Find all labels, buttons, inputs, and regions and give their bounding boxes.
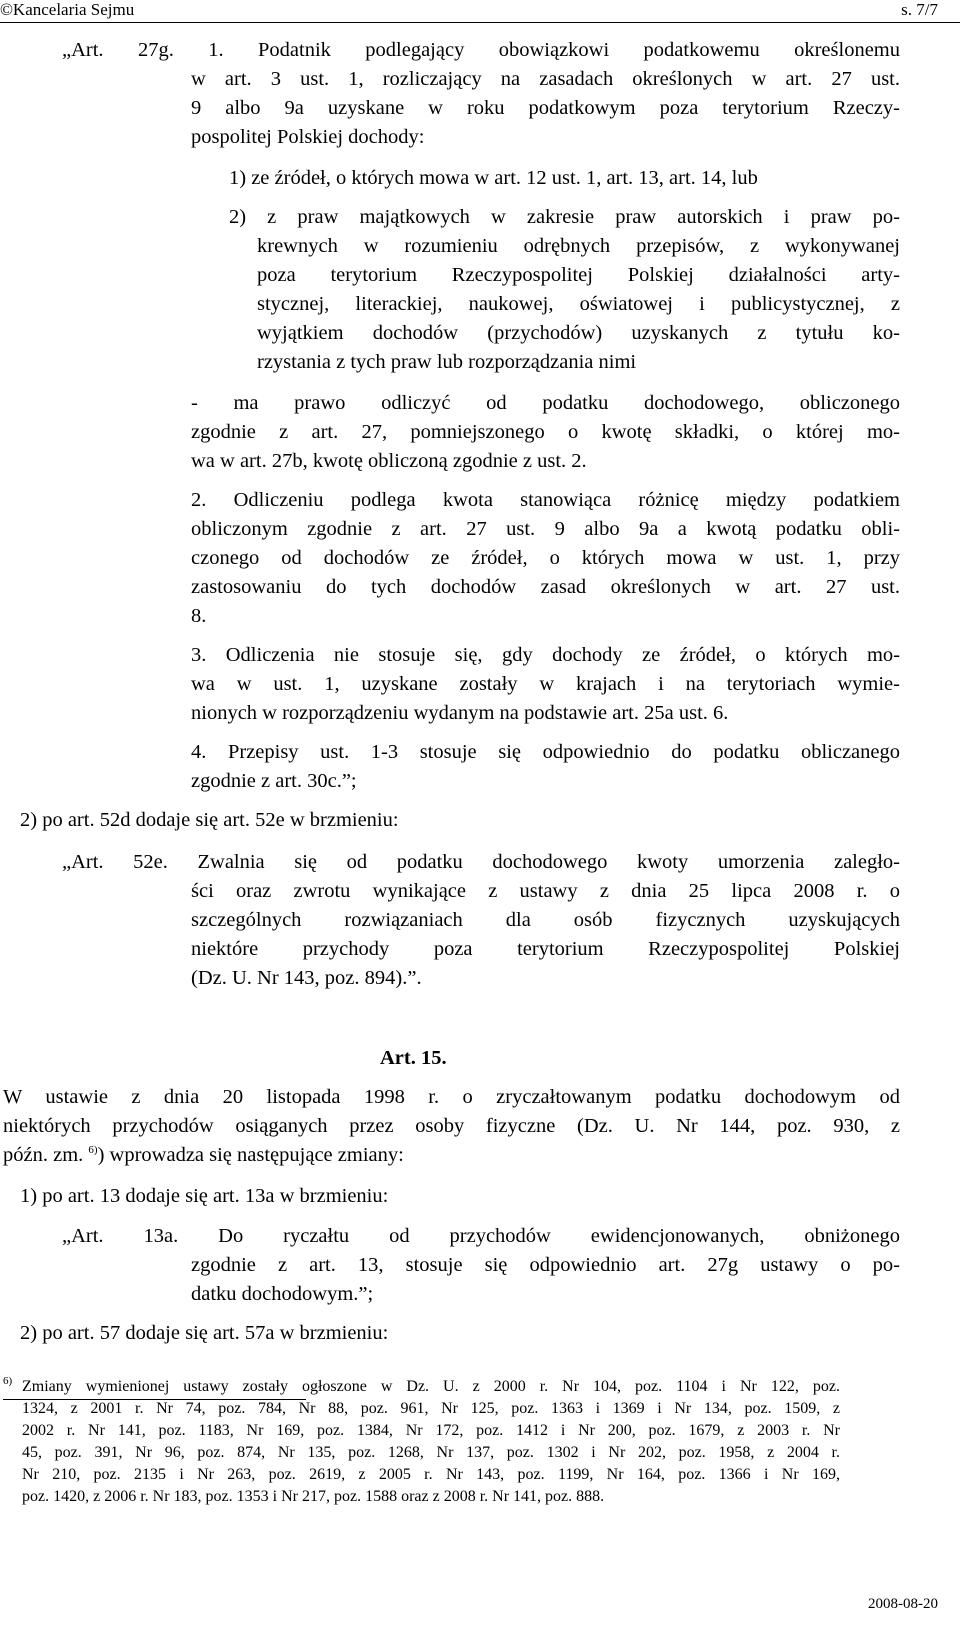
text-line: nionych w rozporządzeniu wydanym na podstawie art. 25a ust. 6. bbox=[191, 702, 729, 724]
text-line: (Dz. U. Nr 143, poz. 894).”. bbox=[191, 967, 422, 989]
publication-date: 2008-08-20 bbox=[868, 1596, 938, 1612]
footnote-line: poz. 1420, z 2006 r. Nr 183, poz. 1353 i Nr 217, poz. 1588 oraz z 2008 r. Nr 141, poz. 888. bbox=[22, 1488, 605, 1505]
footnote-line: 2002 r. Nr 141, poz. 1183, Nr 169, poz. 1384, Nr 172, poz. 1412 i Nr 200, poz. 1679, z 2003 r. Nr bbox=[22, 1422, 840, 1439]
text-fragment: ) wprowadza się następujące zmiany: bbox=[97, 1144, 404, 1166]
text-line bbox=[3, 1141, 404, 1171]
text-line: zgodnie z art. 13, stosuje się odpowiednio art. 27g ustawy o po- bbox=[191, 1254, 900, 1276]
text-line: krewnych w rozumieniu odrębnych przepisów, z wykonywanej bbox=[257, 235, 900, 257]
text-line: pospolitej Polskiej dochody: bbox=[191, 126, 425, 148]
text-line: poza terytorium Rzeczypospolitej Polskiej działalności arty- bbox=[257, 264, 900, 286]
text-line: datku dochodowym.”; bbox=[191, 1283, 374, 1305]
text-line: W ustawie z dnia 20 listopada 1998 r. o zryczałtowanym podatku dochodowym od bbox=[3, 1086, 900, 1108]
text-line: zastosowaniu do tych dochodów zasad określonych w art. 27 ust. bbox=[191, 576, 900, 598]
text-line: 2) po art. 52d dodaje się art. 52e w brzmieniu: bbox=[20, 809, 399, 831]
text-line: 3. Odliczenia nie stosuje się, gdy dochody ze źródeł, o których mo- bbox=[191, 644, 900, 666]
text-line: 2) z praw majątkowych w zakresie praw autorskich i praw po- bbox=[229, 206, 900, 228]
text-line: zgodnie z art. 30c.”; bbox=[191, 770, 357, 792]
text-line: czonego od dochodów ze źródeł, o których mowa w ust. 1, przy bbox=[191, 547, 900, 569]
text-line: niektórych przychodów osiąganych przez osoby fizyczne (Dz. U. Nr 144, poz. 930, z bbox=[3, 1115, 900, 1137]
footnote-line: 1324, z 2001 r. Nr 74, poz. 784, Nr 88, poz. 961, Nr 125, poz. 1363 i 1369 i Nr 134, poz. 1509, z bbox=[22, 1400, 840, 1417]
text-line: rzystania z tych praw lub rozporządzania nimi bbox=[257, 351, 637, 373]
text-line: stycznej, literackiej, naukowej, oświatowej i publicystycznej, z bbox=[257, 293, 900, 315]
text-line: 2. Odliczeniu podlega kwota stanowiąca różnicę między podatkiem bbox=[191, 489, 900, 511]
text-line: 8. bbox=[191, 605, 207, 627]
publisher-label: ©Kancelaria Sejmu bbox=[0, 0, 135, 19]
header-rule bbox=[0, 22, 960, 23]
text-line: wa w art. 27b, kwotę obliczoną zgodnie z ust. 2. bbox=[191, 450, 587, 472]
text-line: wyjątkiem dochodów (przychodów) uzyskanych z tytułu ko- bbox=[257, 322, 900, 344]
text-line: obliczonym zgodnie z art. 27 ust. 9 albo 9a a kwotą podatku obli- bbox=[191, 518, 900, 540]
page-number: s. 7/7 bbox=[901, 0, 938, 19]
text-line: wa w ust. 1, uzyskane zostały w krajach i na terytoriach wymie- bbox=[191, 673, 900, 695]
footnote-line: Zmiany wymienionej ustawy zostały ogłoszone w Dz. U. z 2000 r. Nr 104, poz. 1104 i Nr 122, poz. bbox=[22, 1378, 840, 1395]
text-line: - ma prawo odliczyć od podatku dochodowego, obliczonego bbox=[191, 392, 900, 414]
footnote-marker: 6) bbox=[3, 1375, 13, 1387]
text-fragment: późn. zm. bbox=[3, 1144, 84, 1166]
text-line: zgodnie z art. 27, pomniejszonego o kwotę składki, o której mo- bbox=[191, 421, 900, 443]
text-line: 4. Przepisy ust. 1-3 stosuje się odpowiednio do podatku obliczanego bbox=[191, 741, 900, 763]
text-line: „Art. 52e. Zwalnia się od podatku dochodowego kwoty umorzenia zaległo- bbox=[62, 851, 900, 873]
text-line: w art. 3 ust. 1, rozliczający na zasadach określonych w art. 27 ust. bbox=[191, 68, 900, 90]
text-line: niektóre przychody poza terytorium Rzeczypospolitej Polskiej bbox=[191, 938, 900, 960]
text-line: 2) po art. 57 dodaje się art. 57a w brzmieniu: bbox=[20, 1322, 389, 1344]
text-line: „Art. 27g. 1. Podatnik podlegający obowiązkowi podatkowemu określonemu bbox=[62, 39, 900, 61]
text-line: szczególnych rozwiązaniach dla osób fizycznych uzyskujących bbox=[191, 909, 900, 931]
text-line: 9 albo 9a uzyskane w roku podatkowym poza terytorium Rzeczy- bbox=[191, 97, 900, 119]
text-line: „Art. 13a. Do ryczałtu od przychodów ewidencjonowanych, obniżonego bbox=[62, 1225, 900, 1247]
footnote-line: 45, poz. 391, Nr 96, poz. 874, Nr 135, poz. 1268, Nr 137, poz. 1302 i Nr 202, poz. 1958, z 2004 r. bbox=[22, 1444, 840, 1461]
text-line: 1) po art. 13 dodaje się art. 13a w brzmieniu: bbox=[20, 1185, 389, 1207]
footnote-line: Nr 210, poz. 2135 i Nr 263, poz. 2619, z 2005 r. Nr 143, poz. 1199, Nr 164, poz. 1366 i Nr 169, bbox=[22, 1466, 840, 1483]
page-header bbox=[0, 0, 960, 22]
footnote-ref: 6) bbox=[88, 1144, 98, 1157]
text-line: ści oraz zwrotu wynikające z ustawy z dnia 25 lipca 2008 r. o bbox=[191, 880, 900, 902]
text-line: 1) ze źródeł, o których mowa w art. 12 ust. 1, art. 13, art. 14, lub bbox=[229, 167, 758, 189]
article-heading: Art. 15. bbox=[380, 1047, 447, 1069]
